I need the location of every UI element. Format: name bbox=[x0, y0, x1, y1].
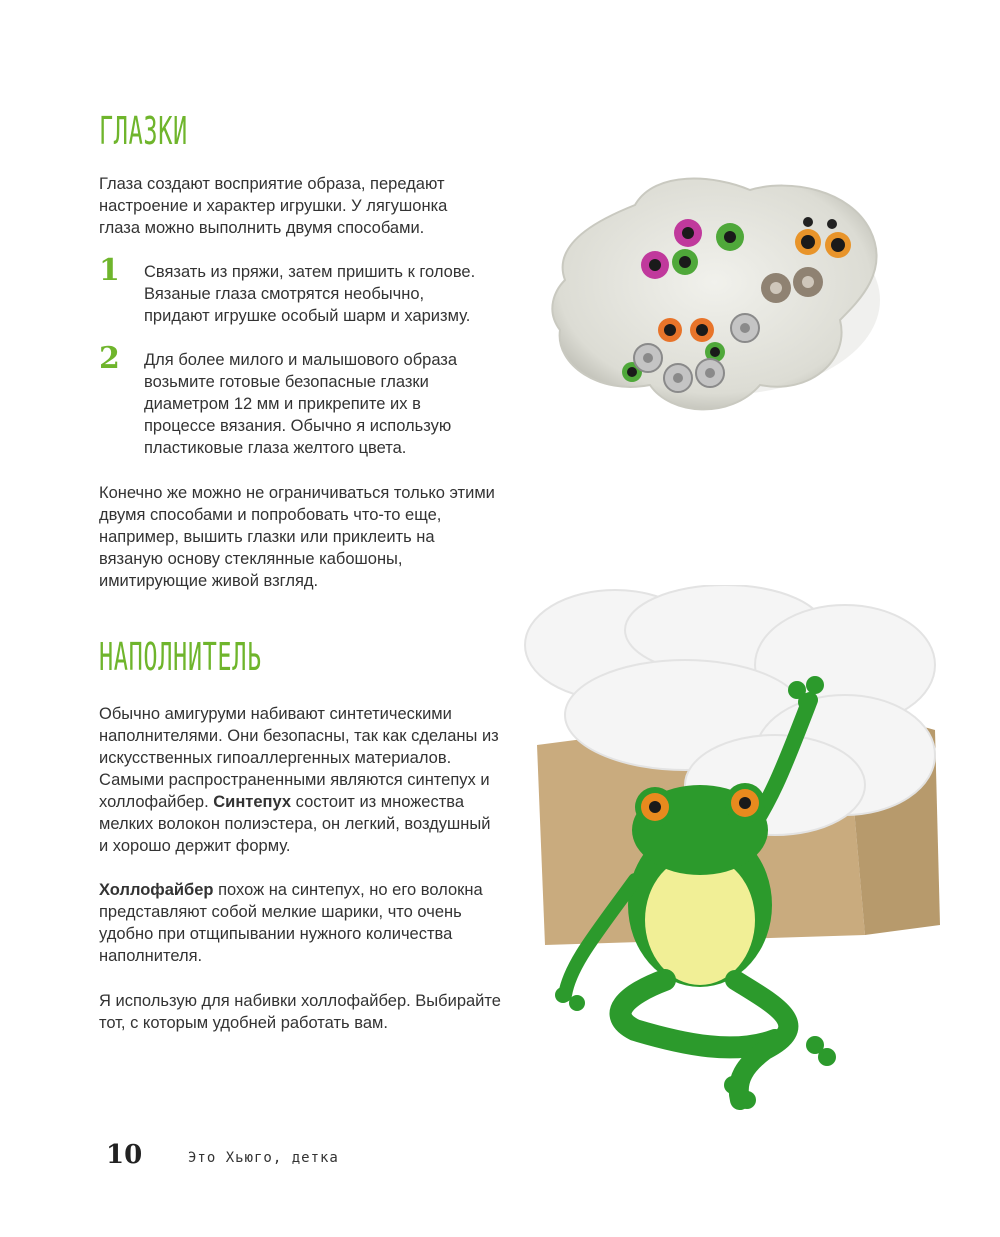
page-number: 10 bbox=[106, 1140, 143, 1170]
running-title: Это Хьюго, детка bbox=[188, 1150, 339, 1166]
filler-p2-rest: похож на синтепух, но его волокна представляют собой мелкие шарики, что очень удобно при отщипывании нужного количества наполнителя. bbox=[99, 881, 483, 965]
list-item-2: Для более милого и малышового образа возьмите готовые безопасные глазки диаметром 12 мм и прикрепите их в процессе вязания. Обычно я использую пластиковые глаза желтого цвета. bbox=[144, 351, 458, 457]
list-item-1: Связать из пряжи, затем пришить к голове. Вязаные глаза смотрятся необычно, придают игрушке особый шарм и харизму. bbox=[144, 263, 476, 325]
filler-p1-rest: состоит из множества мелких волокон полиэстера, он легкий, воздушный и хорошо держит форму. bbox=[99, 793, 491, 855]
section-title-eyes: ГЛАЗКИ bbox=[99, 109, 188, 153]
eyes-intro: Глаза создают восприятие образа, передают настроение и характер игрушки. У лягушонка глаза можно выполнить двумя способами. bbox=[99, 175, 448, 237]
frog-stuffing-photo bbox=[515, 585, 955, 1125]
section-title-filler: НАПОЛНИТЕЛЬ bbox=[99, 635, 262, 679]
eyes-outro: Конечно же можно не ограничиваться только этими двумя способами и попробовать что-то еще, например, вышить глазки или приклеить на вязаную основу стеклянные кабошоны, имитирующие живой взгляд. bbox=[99, 484, 495, 590]
filler-p1-bold: Синтепух bbox=[213, 793, 292, 811]
filler-paragraph-2 bbox=[99, 879, 501, 967]
list-number-1: 1 bbox=[99, 253, 120, 288]
filler-paragraph-1 bbox=[99, 703, 501, 857]
filler-p2-bold: Холлофайбер bbox=[99, 881, 214, 899]
filler-p1-text: Обычно амигуруми набивают синтетическими наполнителями. Они безопасны, так как сделаны из искусственных гипоаллергенных материалов. Самыми распространенными являются синтепух и холлофайбер. bbox=[99, 705, 499, 811]
eyes-plate-photo bbox=[540, 160, 890, 430]
list-number-2: 2 bbox=[99, 341, 120, 376]
filler-paragraph-3: Я использую для набивки холлофайбер. Выбирайте тот, с которым удобней работать вам. bbox=[99, 992, 501, 1032]
